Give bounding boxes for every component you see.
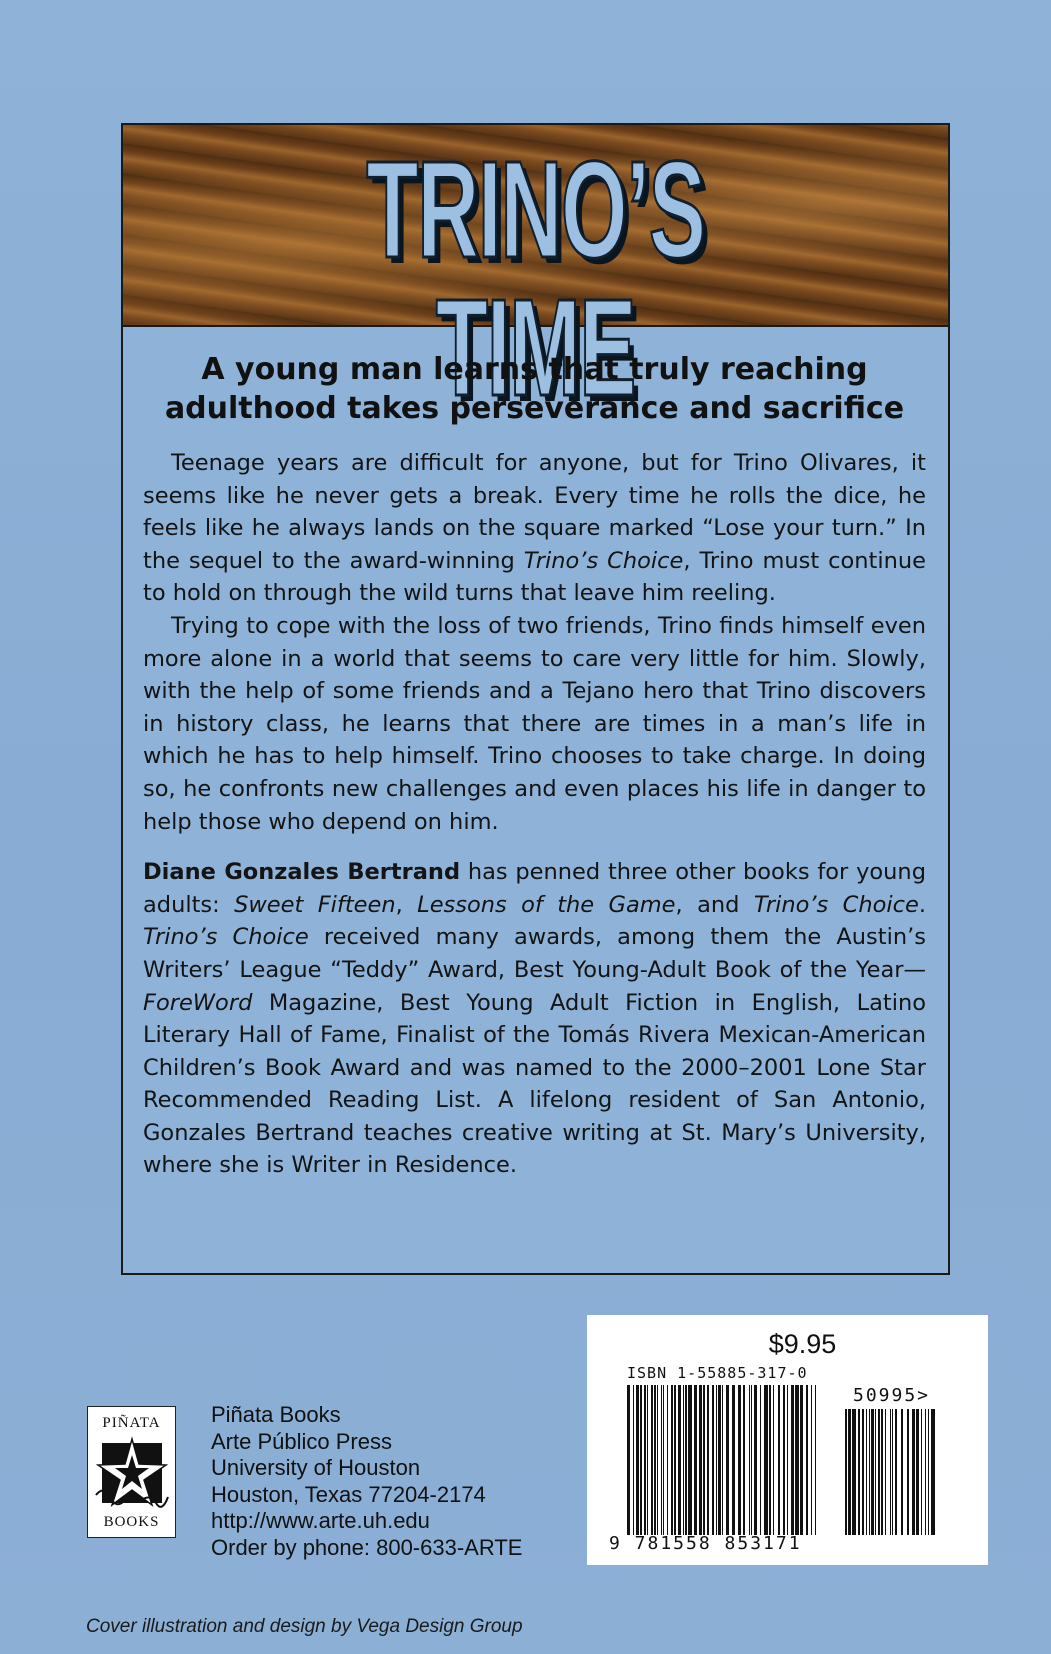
bio-text: has penned three other books for young adults: <box>143 859 926 918</box>
publisher-address: Houston, Texas 77204-2174 <box>211 1481 486 1507</box>
logo-text-top: PIÑATA <box>102 1415 161 1431</box>
isbn: ISBN 1-55885-317-0 <box>627 1364 808 1382</box>
star-emblem-icon <box>94 1435 170 1511</box>
publisher-website: http://www.arte.uh.edu <box>211 1508 430 1533</box>
blurb-paragraph-1 <box>143 447 926 610</box>
book-reference: Trino’s Choice <box>523 547 684 574</box>
pinata-books-logo <box>87 1406 176 1538</box>
back-cover-text <box>123 327 948 1182</box>
blurb-paragraph-2: Trying to cope with the loss of two friends, Trino finds himself even more alone in a world that seems to care very little for him. Slowly, with the help of some friends and a Tejano hero that Trino discovers in history class, he learns that there are times in a man’s life in which he has to help himself. Trino chooses to take charge. In doing so, he confronts new challenges and even places his life in danger to help those who depend on him. <box>143 612 926 835</box>
barcode-label <box>587 1315 988 1565</box>
bio-text: received many awards, among them the Austin’s Writers’ League “Teddy” Award, Best Young-Adult Book of the Year— <box>143 924 926 983</box>
cover-credit: Cover illustration and design by Vega Design Group <box>86 1616 523 1637</box>
blurb-text: , Trino must continue to hold on through the wild turns that leave him reeling. <box>143 547 926 607</box>
publisher-info <box>211 1402 522 1561</box>
book-reference: Trino’s Choice <box>143 924 309 951</box>
publisher-name: Arte Público Press <box>211 1428 392 1454</box>
blurb-text: Teenage years are difficult for anyone, but for Trino Olivares, it seems like he never gets a break. Every time he rolls the dice, he feels like he always lands on the square marked “Lose your turn.” In the sequel to the award-winning <box>143 450 926 574</box>
bio-text: , <box>395 891 418 918</box>
author-bio <box>143 856 926 1182</box>
author-name: Diane Gonzales Bertrand <box>143 859 461 886</box>
ean-barcode <box>627 1385 817 1535</box>
addon-barcode <box>845 1409 937 1535</box>
ean-digits: 9 781558 853171 <box>609 1533 802 1554</box>
bio-text: Magazine, Best Young Adult Fiction in English, Latino Literary Hall of Fame, Finalist of the Tomás Rivera Mexican-American Children’s Book Award and was named to the 2000–2001 Lone Star Recommended Reading List. A lifelong resident of San Antonio, Gonzales Bertrand teaches creative writing at St. Mary’s University, where she is Writer in Residence. <box>143 989 926 1179</box>
publisher-university: University of Houston <box>211 1455 421 1480</box>
book-title: TRINO’S TIME <box>366 133 705 425</box>
publisher-imprint: Piñata Books <box>211 1402 341 1427</box>
book-reference: Trino’s Choice <box>753 891 919 918</box>
publisher-phone: Order by phone: 800-633-ARTE <box>211 1534 523 1560</box>
bio-text: . <box>918 891 926 918</box>
price: $9.95 <box>768 1329 837 1359</box>
book-reference: Lessons of the Game <box>417 891 676 918</box>
magazine-reference: ForeWord <box>143 989 253 1016</box>
addon-digits: 50995> <box>853 1385 931 1406</box>
book-reference: Sweet Fifteen <box>234 891 396 918</box>
logo-text-bottom: BOOKS <box>103 1514 160 1530</box>
blurb-frame <box>121 123 950 1275</box>
bio-text: , and <box>675 891 754 918</box>
tagline: A young man learns that truly reaching adulthood takes perseverance and sacrifice <box>164 352 905 426</box>
